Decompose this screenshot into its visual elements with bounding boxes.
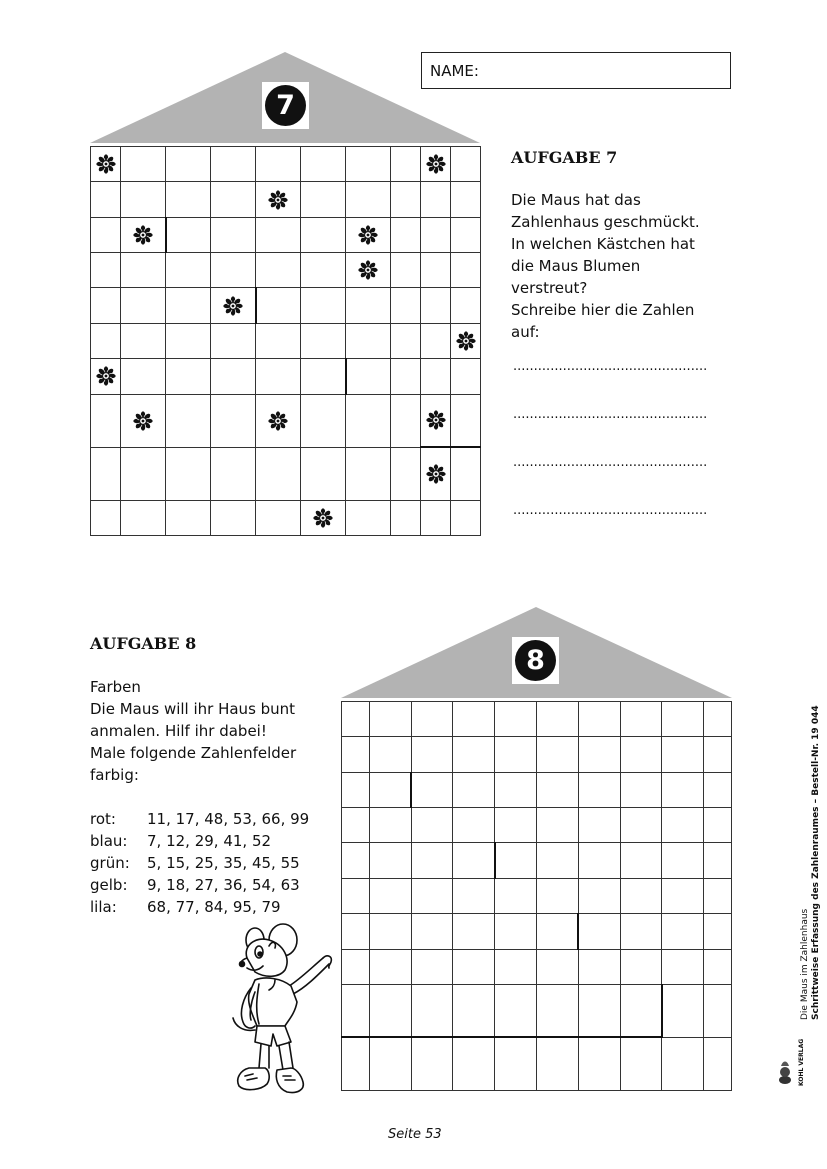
task7-line: In welchen Kästchen hat [511, 235, 695, 253]
grid-cell [256, 288, 301, 323]
grid-cell[interactable] [342, 878, 370, 913]
grid-cell [421, 447, 451, 500]
grid-cell [451, 447, 481, 500]
flower-icon [425, 153, 447, 175]
grid-cell[interactable] [495, 1037, 537, 1090]
sidebar-line-2: Schrittweise Erfassung des Zahlenraumes – Bestell-Nr. 19 044 [811, 705, 821, 1020]
grid-cell[interactable] [662, 949, 704, 984]
grid-cell [346, 217, 391, 252]
task7-line: Die Maus hat das [511, 191, 641, 209]
grid-cell [421, 253, 451, 288]
color-label: lila: [90, 898, 117, 916]
color-label: grün: [90, 854, 130, 872]
grid-cell[interactable] [662, 984, 704, 1037]
flower-icon [312, 507, 334, 529]
grid-cell [91, 288, 121, 323]
grid-cell [211, 500, 256, 535]
color-row [90, 852, 330, 874]
grid-cell [391, 447, 421, 500]
house8-number-badge [512, 637, 559, 684]
grid-cell [301, 288, 346, 323]
grid-cell[interactable] [369, 984, 411, 1037]
grid-cell [166, 359, 211, 394]
grid-row [342, 702, 732, 737]
grid-cell [166, 394, 211, 447]
grid-row [342, 878, 732, 913]
grid-row [91, 253, 481, 288]
grid-cell[interactable] [536, 984, 578, 1037]
grid-cell[interactable] [536, 808, 578, 843]
grid-cell [346, 288, 391, 323]
grid-cell[interactable] [495, 878, 537, 913]
mouse-illustration [225, 918, 350, 1110]
grid-cell [166, 447, 211, 500]
publisher-logo [773, 1030, 813, 1088]
grid-cell[interactable] [453, 808, 495, 843]
grid-cell[interactable] [369, 949, 411, 984]
grid-cell[interactable] [369, 702, 411, 737]
grid-cell[interactable] [704, 737, 732, 772]
grid-row [91, 147, 481, 182]
grid-cell[interactable] [342, 772, 370, 807]
grid-cell[interactable] [369, 914, 411, 949]
grid-cell [301, 147, 346, 182]
grid-cell[interactable] [620, 843, 662, 878]
grid-cell[interactable] [620, 737, 662, 772]
grid-cell[interactable] [495, 914, 537, 949]
answer-line[interactable]: ............................................... [513, 407, 708, 422]
grid-cell[interactable] [704, 984, 732, 1037]
grid-cell [256, 147, 301, 182]
grid-cell[interactable] [578, 1037, 620, 1090]
grid-cell[interactable] [453, 984, 495, 1037]
grid-row [91, 500, 481, 535]
task8-color-list [90, 808, 330, 920]
grid-cell [451, 253, 481, 288]
flower-icon [95, 153, 117, 175]
grid-cell [256, 359, 301, 394]
grid-cell[interactable] [453, 772, 495, 807]
color-row [90, 808, 330, 830]
grid-cell [166, 288, 211, 323]
grid-cell[interactable] [662, 772, 704, 807]
grid-cell [301, 253, 346, 288]
grid-cell[interactable] [578, 772, 620, 807]
grid-row [342, 843, 732, 878]
grid-cell[interactable] [495, 808, 537, 843]
grid-cell[interactable] [578, 984, 620, 1037]
grid-cell[interactable] [453, 737, 495, 772]
answer-line[interactable]: ............................................... [513, 359, 708, 374]
grid-cell[interactable] [453, 702, 495, 737]
grid-cell[interactable] [495, 737, 537, 772]
grid-cell [301, 394, 346, 447]
grid-cell [451, 217, 481, 252]
grid-cell [346, 323, 391, 358]
grid-cell [256, 323, 301, 358]
grid-cell[interactable] [620, 984, 662, 1037]
grid-cell [121, 359, 166, 394]
task7-title: AUFGABE 7 [511, 148, 618, 167]
grid-cell [166, 217, 211, 252]
grid-row [91, 359, 481, 394]
grid-cell [451, 147, 481, 182]
grid-cell [166, 500, 211, 535]
grid-cell[interactable] [704, 843, 732, 878]
grid-cell[interactable] [662, 1037, 704, 1090]
grid-cell[interactable] [662, 808, 704, 843]
grid-cell [121, 394, 166, 447]
color-label: rot: [90, 810, 116, 828]
task8-instructions [90, 676, 296, 786]
grid-cell [301, 447, 346, 500]
grid-cell[interactable] [578, 808, 620, 843]
grid-cell[interactable] [578, 949, 620, 984]
grid-cell [211, 182, 256, 217]
grid-cell[interactable] [704, 914, 732, 949]
grid-row [342, 1037, 732, 1090]
grid-cell[interactable] [704, 949, 732, 984]
task7-line: Zahlenhaus geschmückt. [511, 213, 700, 231]
grid-cell[interactable] [411, 772, 453, 807]
color-numbers: 68, 77, 84, 95, 79 [147, 898, 281, 916]
grid-cell [421, 182, 451, 217]
grid-cell[interactable] [620, 702, 662, 737]
grid-row [91, 217, 481, 252]
grid-cell [256, 500, 301, 535]
house7-grid [90, 146, 481, 536]
grid-cell [391, 394, 421, 447]
grid-cell [121, 147, 166, 182]
answer-line[interactable]: ............................................... [513, 503, 708, 518]
task7-line: auf: [511, 323, 540, 341]
grid-cell [121, 500, 166, 535]
grid-cell [301, 500, 346, 535]
grid-cell[interactable] [704, 772, 732, 807]
grid-cell [211, 147, 256, 182]
grid-cell[interactable] [369, 808, 411, 843]
grid-cell[interactable] [369, 878, 411, 913]
task7-line: Schreibe hier die Zahlen [511, 301, 695, 319]
grid-cell[interactable] [578, 914, 620, 949]
grid-cell[interactable] [411, 949, 453, 984]
grid-cell[interactable] [342, 984, 370, 1037]
page-number: Seite 53 [388, 1127, 442, 1142]
grid-cell[interactable] [411, 702, 453, 737]
grid-row [342, 984, 732, 1037]
grid-cell[interactable] [453, 843, 495, 878]
grid-cell [421, 288, 451, 323]
grid-cell[interactable] [536, 737, 578, 772]
grid-cell [421, 500, 451, 535]
flower-icon [357, 224, 379, 246]
grid-cell [211, 253, 256, 288]
grid-cell [301, 323, 346, 358]
sidebar-line-1: Die Maus im Zahlenhaus [800, 908, 810, 1020]
grid-cell [391, 500, 421, 535]
grid-cell[interactable] [411, 878, 453, 913]
task8-line: Die Maus will ihr Haus bunt [90, 700, 296, 718]
task7-line: die Maus Blumen [511, 257, 641, 275]
grid-cell[interactable] [620, 878, 662, 913]
task8-line: farbig: [90, 766, 139, 784]
task7-line: verstreut? [511, 279, 588, 297]
flower-icon [425, 463, 447, 485]
color-numbers: 7, 12, 29, 41, 52 [147, 832, 272, 850]
color-row [90, 874, 330, 896]
house7-number: 7 [265, 85, 306, 126]
grid-row [342, 949, 732, 984]
flower-icon [357, 259, 379, 281]
grid-cell [346, 359, 391, 394]
grid-cell [121, 217, 166, 252]
grid-cell[interactable] [662, 914, 704, 949]
grid-cell[interactable] [342, 949, 370, 984]
grid-cell [91, 447, 121, 500]
grid-row [91, 447, 481, 500]
grid-cell [166, 182, 211, 217]
grid-cell [91, 147, 121, 182]
task8-line: Farben [90, 678, 141, 696]
color-numbers: 9, 18, 27, 36, 54, 63 [147, 876, 300, 894]
grid-cell[interactable] [620, 914, 662, 949]
color-numbers: 5, 15, 25, 35, 45, 55 [147, 854, 300, 872]
grid-cell[interactable] [536, 772, 578, 807]
color-numbers: 11, 17, 48, 53, 66, 99 [147, 810, 310, 828]
grid-cell[interactable] [620, 1037, 662, 1090]
grid-row [91, 394, 481, 447]
house8-grid[interactable] [341, 701, 732, 1091]
grid-row [342, 914, 732, 949]
grid-cell[interactable] [342, 737, 370, 772]
grid-cell [256, 253, 301, 288]
grid-cell[interactable] [369, 1037, 411, 1090]
grid-cell [301, 359, 346, 394]
grid-cell [91, 500, 121, 535]
color-label: gelb: [90, 876, 128, 894]
grid-cell[interactable] [704, 1037, 732, 1090]
grid-cell [121, 447, 166, 500]
grid-cell [391, 323, 421, 358]
grid-cell [346, 147, 391, 182]
grid-cell[interactable] [536, 914, 578, 949]
grid-cell[interactable] [411, 914, 453, 949]
grid-cell [211, 447, 256, 500]
grid-cell [91, 217, 121, 252]
answer-line[interactable]: ............................................... [513, 455, 708, 470]
task8-line: anmalen. Hilf ihr dabei! [90, 722, 267, 740]
grid-cell[interactable] [411, 808, 453, 843]
grid-cell[interactable] [536, 843, 578, 878]
grid-cell [256, 217, 301, 252]
flower-icon [95, 365, 117, 387]
grid-cell[interactable] [342, 1037, 370, 1090]
color-row [90, 896, 330, 918]
grid-cell[interactable] [495, 949, 537, 984]
grid-cell[interactable] [411, 1037, 453, 1090]
grid-cell [346, 394, 391, 447]
grid-cell[interactable] [578, 702, 620, 737]
flower-icon [267, 410, 289, 432]
flower-icon [425, 409, 447, 431]
grid-cell [121, 253, 166, 288]
grid-cell[interactable] [369, 843, 411, 878]
grid-cell [256, 394, 301, 447]
grid-cell[interactable] [620, 772, 662, 807]
grid-cell[interactable] [662, 878, 704, 913]
grid-cell [91, 182, 121, 217]
grid-cell[interactable] [536, 949, 578, 984]
grid-row [342, 772, 732, 807]
grid-cell [166, 147, 211, 182]
sidebar-publisher-text [800, 705, 822, 1020]
grid-cell[interactable] [495, 843, 537, 878]
publisher-logo-text: KOHL VERLAG [798, 1038, 805, 1086]
grid-cell[interactable] [662, 702, 704, 737]
grid-cell[interactable] [578, 843, 620, 878]
grid-cell [451, 323, 481, 358]
grid-cell[interactable] [662, 843, 704, 878]
grid-cell[interactable] [495, 984, 537, 1037]
grid-cell [391, 147, 421, 182]
grid-cell[interactable] [495, 772, 537, 807]
flower-icon [222, 295, 244, 317]
grid-cell [421, 147, 451, 182]
grid-row [342, 808, 732, 843]
grid-cell [301, 182, 346, 217]
grid-cell [346, 447, 391, 500]
grid-cell[interactable] [704, 878, 732, 913]
grid-cell[interactable] [342, 808, 370, 843]
grid-cell [391, 253, 421, 288]
grid-cell [451, 288, 481, 323]
grid-cell [391, 288, 421, 323]
grid-cell [391, 182, 421, 217]
grid-cell [391, 359, 421, 394]
grid-cell [91, 359, 121, 394]
grid-cell [421, 217, 451, 252]
grid-cell [346, 182, 391, 217]
grid-cell [211, 359, 256, 394]
grid-cell[interactable] [578, 737, 620, 772]
grid-cell [211, 217, 256, 252]
color-row [90, 830, 330, 852]
task8-line: Male folgende Zahlenfelder [90, 744, 297, 762]
grid-cell [346, 253, 391, 288]
grid-cell [451, 359, 481, 394]
grid-cell [121, 288, 166, 323]
grid-cell [256, 447, 301, 500]
grid-row [91, 182, 481, 217]
grid-cell[interactable] [411, 984, 453, 1037]
grid-cell [451, 500, 481, 535]
grid-cell[interactable] [342, 914, 370, 949]
grid-cell[interactable] [453, 1037, 495, 1090]
grid-cell [211, 288, 256, 323]
task8-title: AUFGABE 8 [90, 634, 197, 653]
house8-number: 8 [515, 640, 556, 681]
grid-cell[interactable] [704, 702, 732, 737]
name-label: NAME: [430, 62, 479, 80]
grid-cell[interactable] [662, 737, 704, 772]
grid-cell [91, 394, 121, 447]
grid-cell [166, 253, 211, 288]
task7-instructions [511, 189, 700, 343]
grid-cell[interactable] [620, 808, 662, 843]
grid-cell [166, 323, 211, 358]
grid-cell[interactable] [342, 843, 370, 878]
grid-cell[interactable] [704, 808, 732, 843]
grid-cell [121, 323, 166, 358]
grid-cell[interactable] [536, 702, 578, 737]
grid-cell[interactable] [578, 878, 620, 913]
grid-cell[interactable] [369, 737, 411, 772]
flower-icon [132, 410, 154, 432]
flower-icon [267, 189, 289, 211]
grid-row [342, 737, 732, 772]
grid-cell[interactable] [453, 949, 495, 984]
grid-cell [301, 217, 346, 252]
grid-cell [421, 359, 451, 394]
grid-cell [121, 182, 166, 217]
grid-cell [421, 394, 451, 447]
grid-cell[interactable] [411, 737, 453, 772]
grid-cell [211, 323, 256, 358]
grid-cell [451, 182, 481, 217]
grid-cell [391, 217, 421, 252]
grid-cell [256, 182, 301, 217]
house7-number-badge [262, 82, 309, 129]
grid-cell[interactable] [536, 878, 578, 913]
grid-row [91, 288, 481, 323]
flower-icon [132, 224, 154, 246]
grid-cell [451, 394, 481, 447]
grid-cell [91, 253, 121, 288]
grid-cell[interactable] [411, 843, 453, 878]
flower-icon [455, 330, 477, 352]
grid-cell [346, 500, 391, 535]
grid-cell[interactable] [342, 702, 370, 737]
grid-cell[interactable] [495, 702, 537, 737]
grid-cell [211, 394, 256, 447]
grid-cell[interactable] [536, 1037, 578, 1090]
grid-cell[interactable] [453, 878, 495, 913]
grid-cell [421, 323, 451, 358]
grid-cell [91, 323, 121, 358]
grid-row [91, 323, 481, 358]
grid-cell[interactable] [620, 949, 662, 984]
color-label: blau: [90, 832, 128, 850]
task7-answer-lines[interactable] [513, 356, 707, 548]
grid-cell[interactable] [453, 914, 495, 949]
grid-cell[interactable] [369, 772, 411, 807]
